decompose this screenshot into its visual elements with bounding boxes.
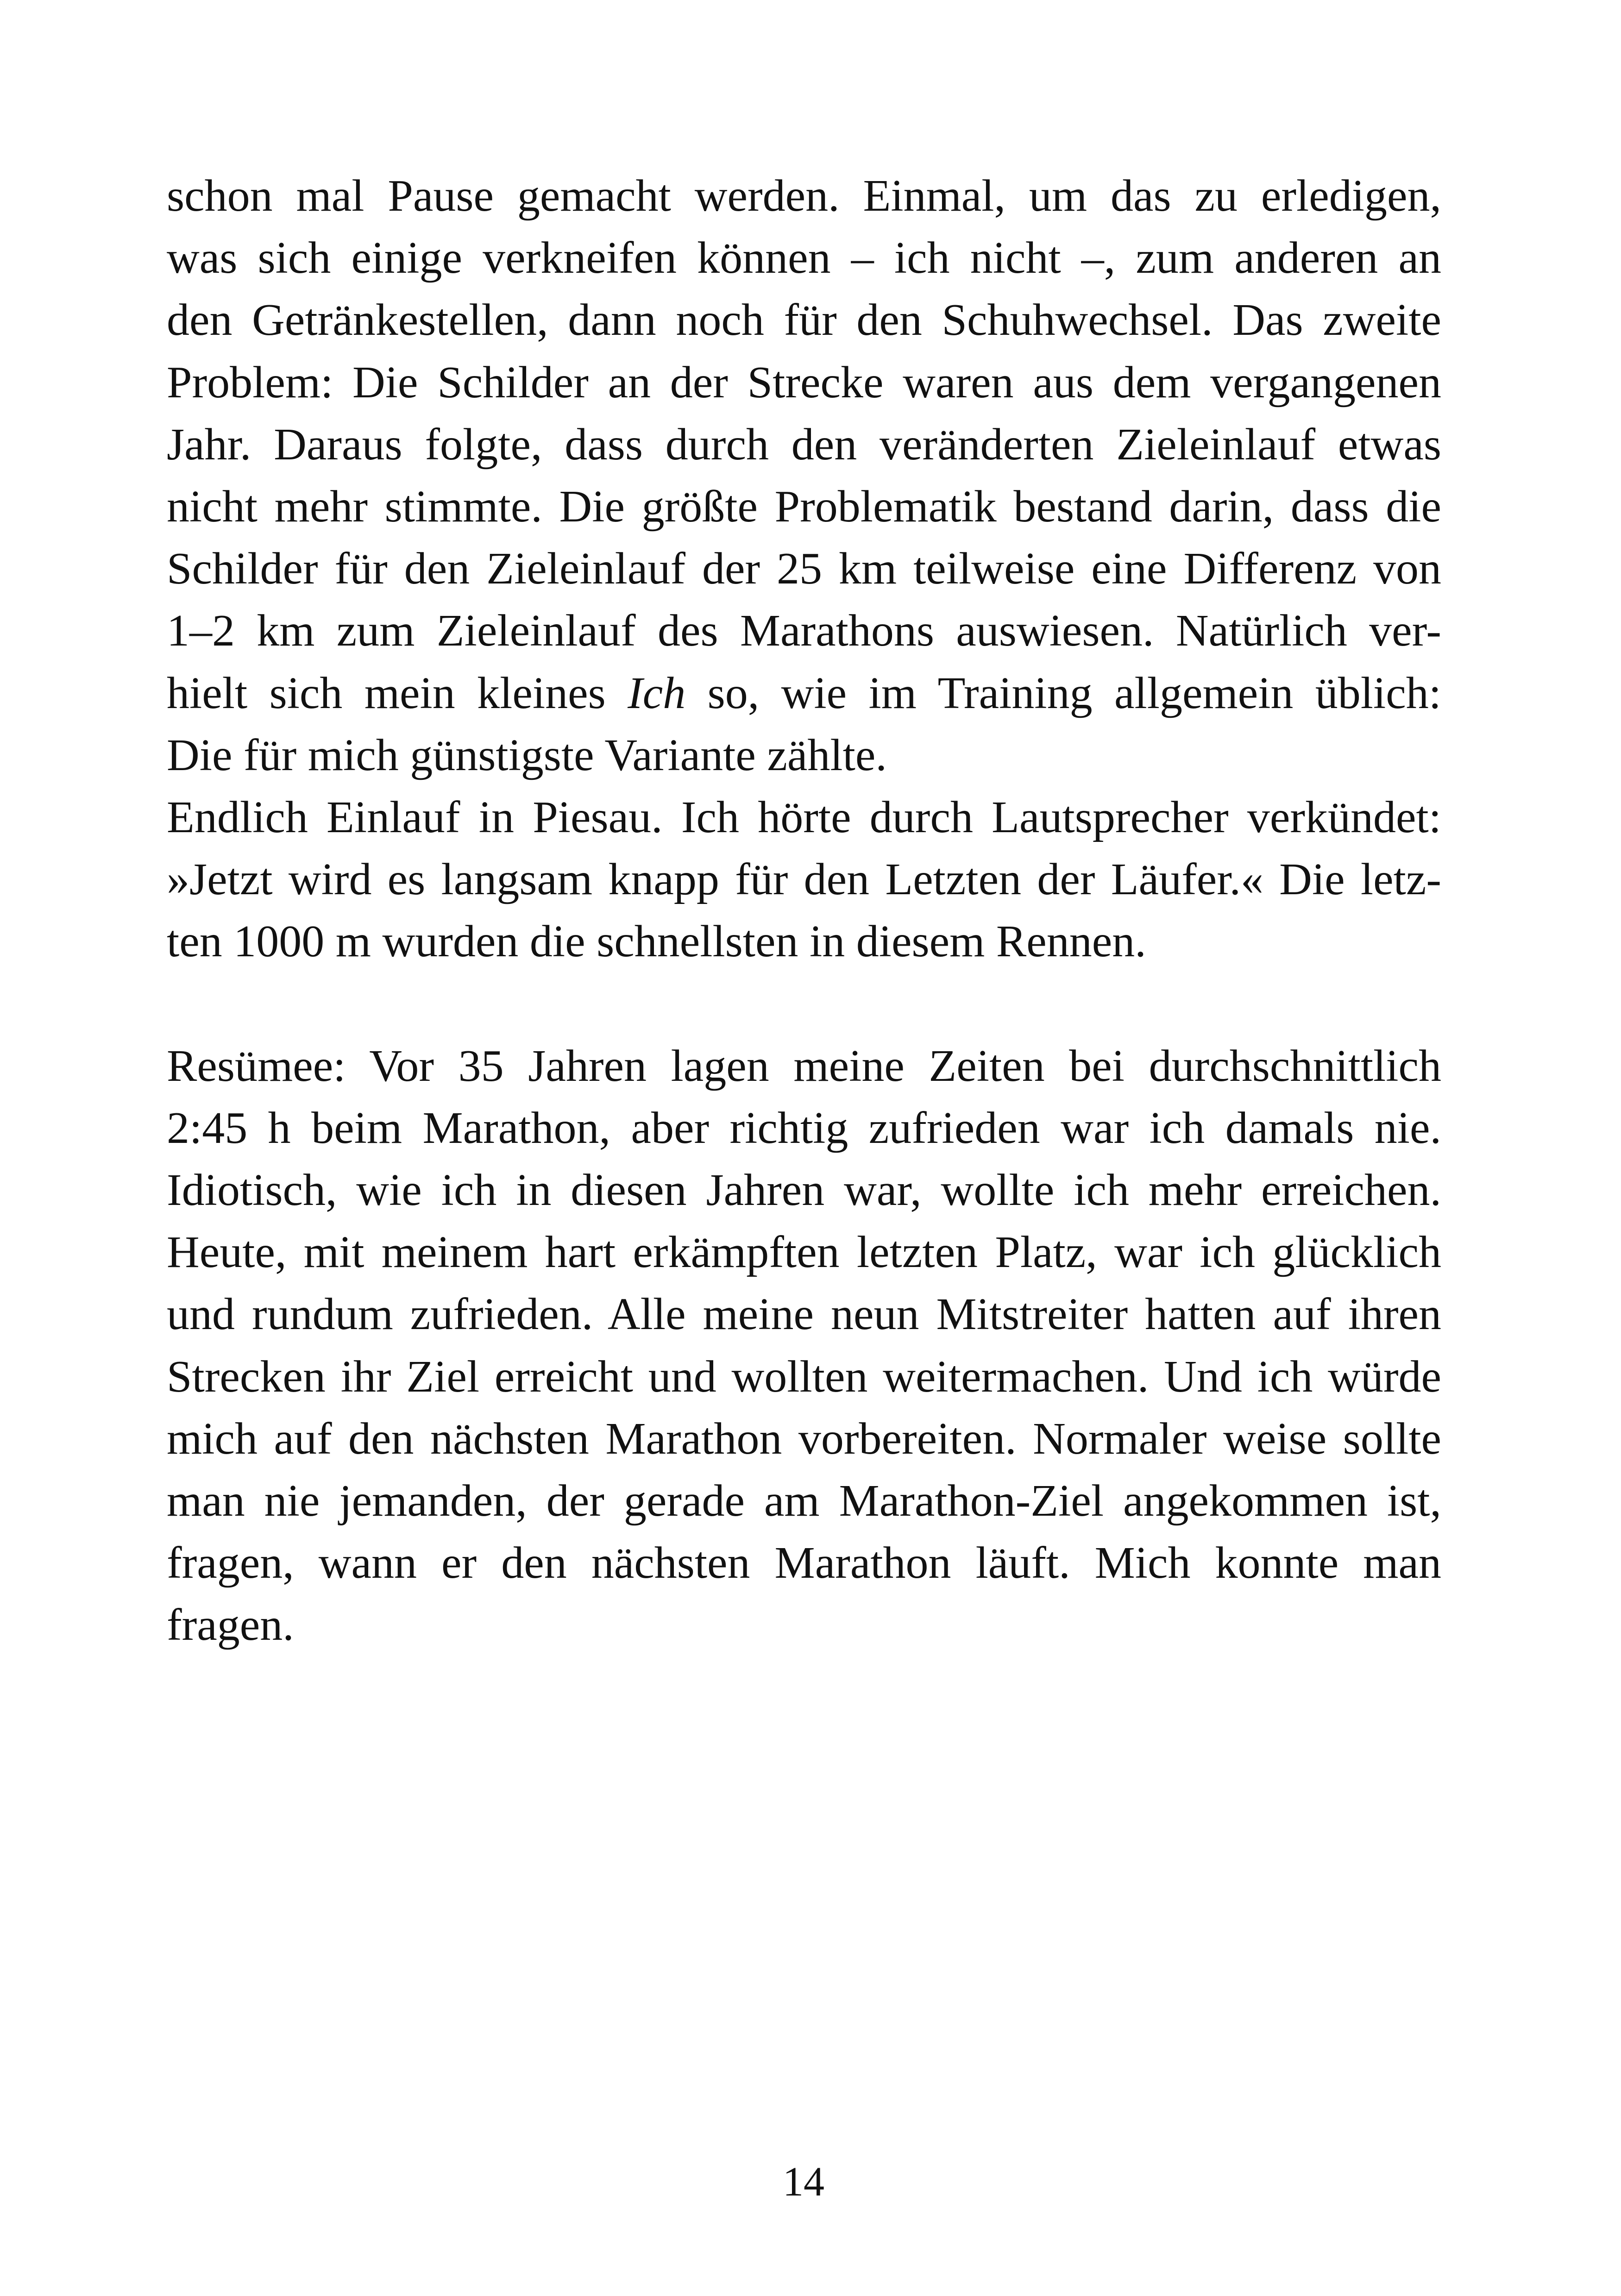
text-line: [167, 165, 1441, 227]
text-span: hielt sich mein kleines: [167, 668, 628, 718]
text-span: Schilder für den Zieleinlauf der 25 km teilweise eine Differenz von: [167, 544, 1441, 594]
italic-text: Ich: [628, 668, 686, 718]
text-span: Heute, mit meinem hart erkämpften letzten Platz, war ich glücklich: [167, 1227, 1441, 1278]
text-span: Jahr. Daraus folgte, dass durch den veränderten Zieleinlauf etwas: [167, 419, 1441, 470]
text-line: [167, 724, 1441, 786]
text-span: Die für mich günstigste Variante zählte.: [167, 730, 887, 780]
text-line: [167, 414, 1441, 476]
text-span: »Jetzt wird es langsam knapp für den Letzten der Läufer.« Die letz-: [167, 854, 1441, 905]
text-span: Idiotisch, wie ich in diesen Jahren war, wollte ich mehr erreichen.: [167, 1165, 1441, 1215]
text-line: [167, 1283, 1441, 1345]
text-span: Strecken ihr Ziel erreicht und wollten weitermachen. Und ich würde: [167, 1351, 1441, 1402]
text-line: [167, 1159, 1441, 1221]
text-line: [167, 600, 1441, 662]
text-span: 2:45 h beim Marathon, aber richtig zufrieden war ich damals nie.: [167, 1103, 1441, 1153]
text-span: Endlich Einlauf in Piesau. Ich hörte durch Lautsprecher verkündet:: [167, 792, 1441, 842]
text-span: 1–2 km zum Zieleinlauf des Marathons auswiesen. Natürlich ver-: [167, 606, 1441, 656]
text-line: [167, 289, 1441, 351]
text-span: und rundum zufrieden. Alle meine neun Mitstreiter hatten auf ihren: [167, 1289, 1441, 1340]
text-line: [167, 1532, 1441, 1594]
text-line: [167, 786, 1441, 848]
text-line: [167, 1221, 1441, 1283]
text-line: [167, 351, 1441, 414]
page-number: 14: [783, 2159, 824, 2205]
text-span: was sich einige verkneifen können – ich nicht –, zum anderen an: [167, 233, 1441, 283]
text-span: Problem: Die Schilder an der Strecke waren aus dem vergangenen: [167, 357, 1441, 408]
text-span: schon mal Pause gemacht werden. Einmal, um das zu erledigen,: [167, 171, 1441, 221]
text-line: [167, 848, 1441, 910]
text-span: nicht mehr stimmte. Die größte Problematik bestand darin, dass die: [167, 481, 1441, 532]
text-span: fragen.: [167, 1600, 294, 1650]
text-line: [167, 662, 1441, 724]
paragraph-spacer: [167, 972, 1441, 1035]
text-line: [167, 910, 1441, 972]
text-line: [167, 476, 1441, 538]
text-span: so, wie im Training allgemein üblich:: [685, 668, 1441, 718]
text-line: [167, 1594, 1441, 1656]
text-line: [167, 1097, 1441, 1159]
text-line: [167, 1408, 1441, 1470]
text-span: ten 1000 m wurden die schnellsten in diesem Rennen.: [167, 916, 1146, 967]
paragraph: [167, 786, 1441, 973]
text-line: [167, 1470, 1441, 1532]
text-span: fragen, wann er den nächsten Marathon läuft. Mich konnte man: [167, 1538, 1441, 1588]
text-line: [167, 1346, 1441, 1408]
text-line: [167, 227, 1441, 289]
body-text: [167, 165, 1441, 1656]
text-line: [167, 1035, 1441, 1097]
text-span: Resümee: Vor 35 Jahren lagen meine Zeiten bei durchschnittlich: [167, 1041, 1441, 1091]
text-line: [167, 538, 1441, 600]
text-span: mich auf den nächsten Marathon vorbereiten. Normaler weise sollte: [167, 1413, 1441, 1464]
text-span: man nie jemanden, der gerade am Marathon-Ziel angekommen ist,: [167, 1475, 1441, 1526]
paragraph: [167, 165, 1441, 786]
paragraph: [167, 1035, 1441, 1656]
text-span: den Getränkestellen, dann noch für den Schuhwechsel. Das zweite: [167, 295, 1441, 345]
